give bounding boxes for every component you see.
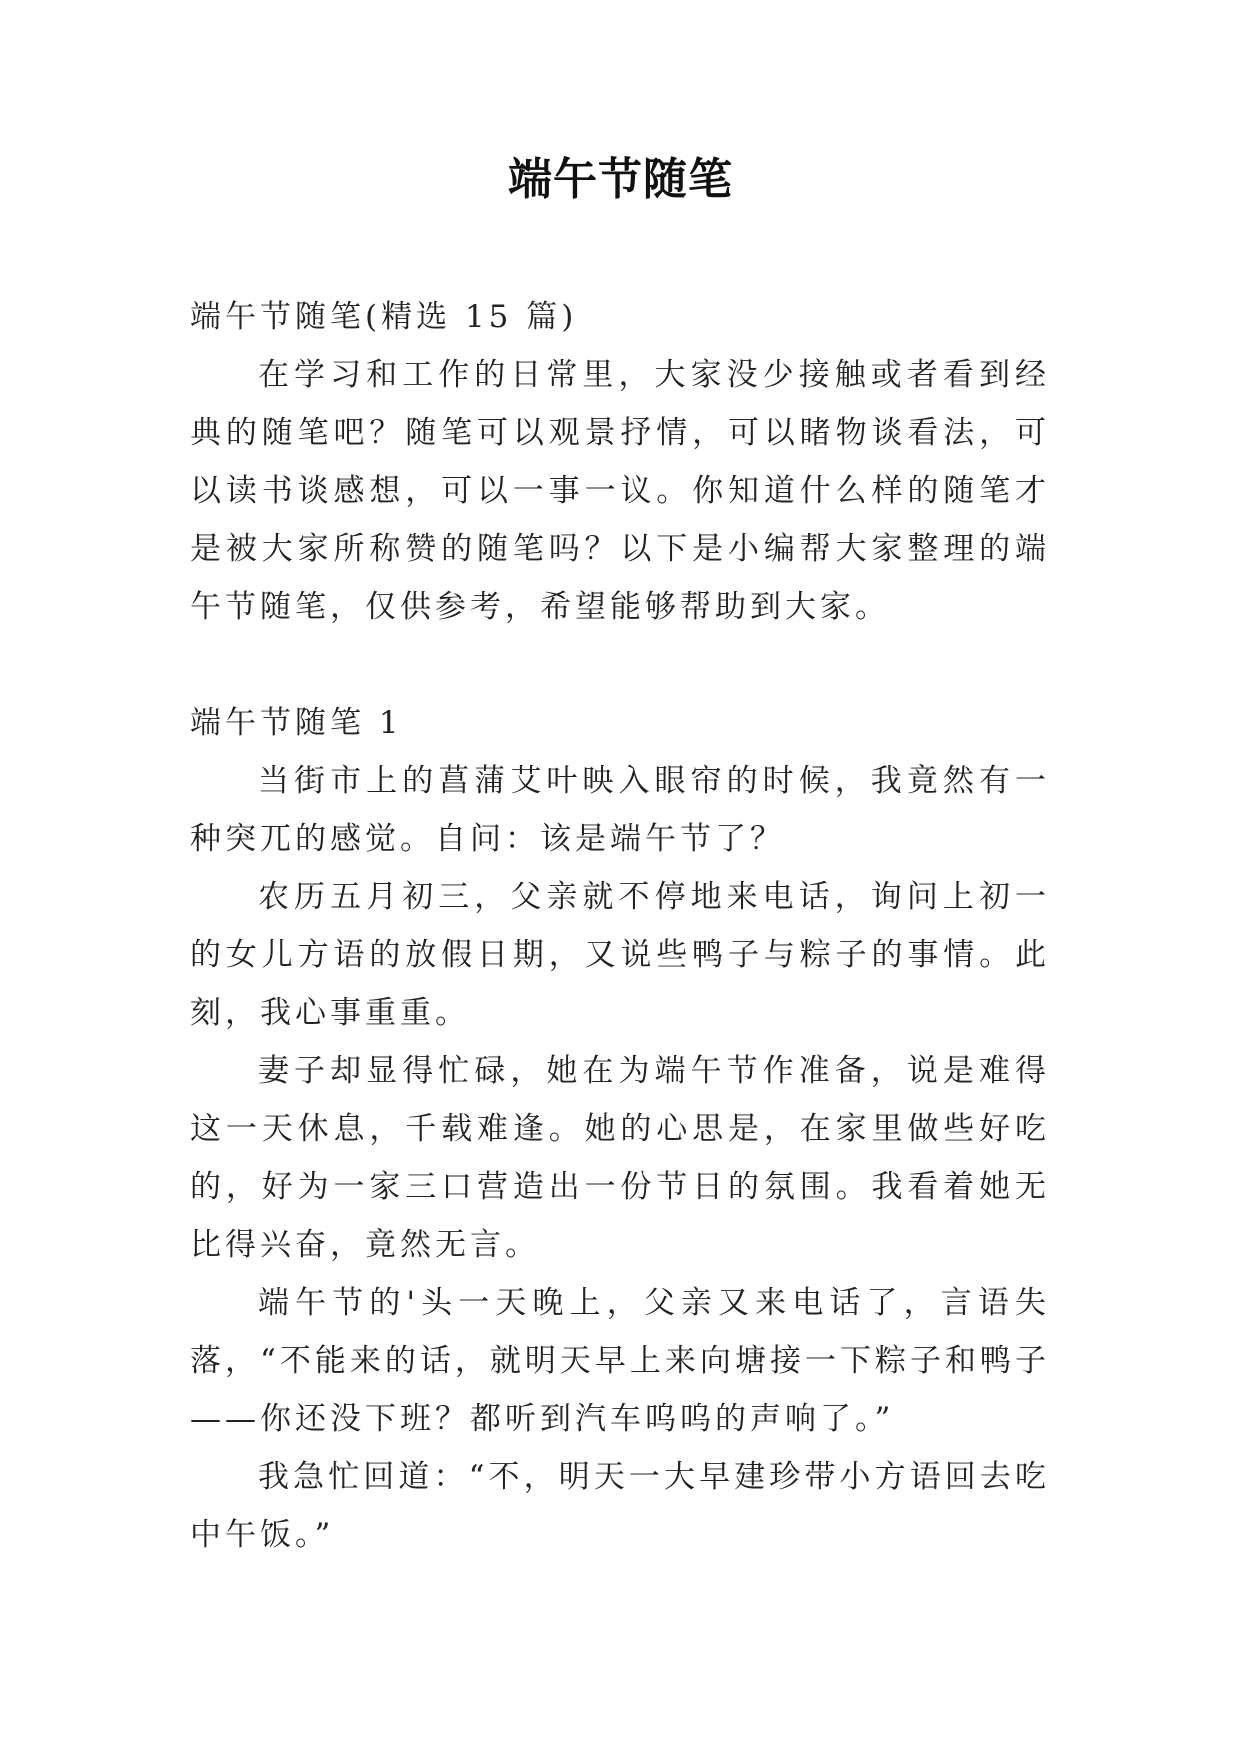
body-paragraph: 当街市上的菖蒲艾叶映入眼帘的时候，我竟然有一种突兀的感觉。自问：该是端午节了？ [190,763,1050,857]
section-spacer [190,636,1050,694]
body-paragraph: 端午节的'头一天晚上，父亲又来电话了，言语失落，“不能来的话，就明天早上来向塘接一下粽子和鸭子——你还没下班？都听到汽车呜呜的声响了。” [190,1285,1050,1437]
document-subtitle: 端午节随笔(精选 15 篇) [190,299,578,335]
document-title: 端午节随笔 [508,154,733,205]
body-paragraph: 农历五月初三，父亲就不停地来电话，询问上初一的女儿方语的放假日期，又说些鸭子与粽子的事情。此刻，我心事重重。 [190,879,1050,1031]
intro-paragraph: 在学习和工作的日常里，大家没少接触或者看到经典的随笔吧？随笔可以观景抒情，可以睹物谈看法，可以读书谈感想，可以一事一议。你知道什么样的随笔才是被大家所称赞的随笔吗？以下是小编帮大家整理的端午节随笔，仅供参考，希望能够帮助到大家。 [190,357,1050,625]
section-heading: 端午节随笔 1 [190,705,403,741]
document-body [190,288,1050,1564]
body-paragraph: 我急忙回道：“不，明天一大早建珍带小方语回去吃中午饭。” [190,1459,1050,1553]
body-paragraph: 妻子却显得忙碌，她在为端午节作准备，说是难得这一天休息，千载难逢。她的心思是，在家里做些好吃的，好为一家三口营造出一份节日的氛围。我看着她无比得兴奋，竟然无言。 [190,1053,1050,1263]
